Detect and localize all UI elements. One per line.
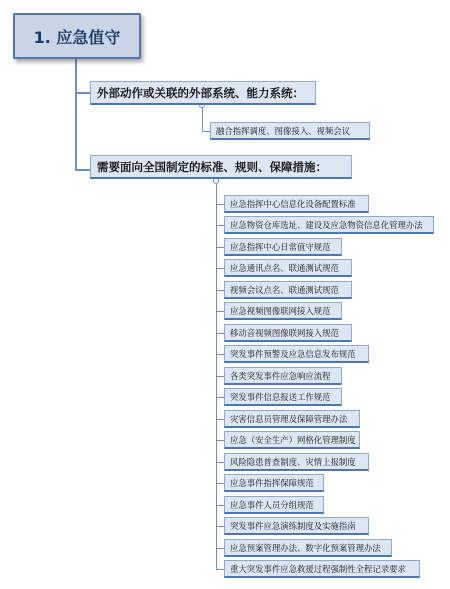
leaf-item[interactable] [210,122,370,140]
root-node[interactable] [13,13,141,59]
leaf-connector [216,397,224,398]
leaf-item[interactable] [224,324,352,342]
leaf-item[interactable] [224,560,420,578]
leaf-item[interactable] [224,539,392,557]
leaf-label: 应急通讯点名、联通测试规范 [230,262,339,273]
leaf-connector [216,462,224,463]
leaf-label: 应急指挥中心信息化设备配置标准 [230,198,356,209]
leaf-item[interactable] [224,367,342,385]
branch1-leaf-connector [202,131,210,132]
leaf-label: 应急事件人员分组规范 [230,499,314,510]
leaf-label: 突发事件预警及应急信息发布规范 [230,348,356,359]
leaf-item[interactable] [224,302,342,320]
leaf-connector [216,268,224,269]
root-connector [75,59,77,171]
leaf-connector [216,505,224,506]
leaf-item[interactable] [224,281,352,299]
leaf-connector [216,419,224,420]
leaf-item[interactable] [224,195,369,213]
leaf-label: 应急指挥中心日常值守规范 [230,241,331,252]
leaf-item[interactable] [224,431,360,449]
leaf-connector [216,440,224,441]
leaf-label: 移动音视频图像联网接入规范 [230,327,339,338]
branch1-leaf-trunk [202,106,203,132]
leaf-connector [216,311,224,312]
leaf-item[interactable] [224,216,434,234]
branch-label: 外部动作或关联的外部系统、能力系统： [97,85,304,100]
leaf-connector [216,247,224,248]
leaf-label: 应急物资仓库选址、建设及应急物资信息化管理办法 [230,219,423,230]
branch-label: 需要面向全国制定的标准、规则、保障措施： [97,159,327,174]
leaf-connector [216,376,224,377]
leaf-label: 应急（安全生产）网格化管理制度 [230,434,356,445]
root-title: 1. 应急值守 [33,27,121,47]
leaf-label: 突发事件信息报送工作规范 [230,391,331,402]
leaf-connector [216,548,224,549]
leaf-label: 风险隐患普查制度、灾情上报制度 [230,456,356,467]
leaf-label: 视频会议点名、联通测试规范 [230,284,339,295]
leaf-item[interactable] [224,259,352,277]
leaf-label: 应急视频图像联网接入规范 [230,305,331,316]
branch-national-standards[interactable] [90,155,352,179]
branch2-connector [75,169,91,171]
leaf-connector [216,225,224,226]
leaf-connector [216,526,224,527]
leaf-connector [216,483,224,484]
leaf-item[interactable] [224,345,369,363]
leaf-connector [216,354,224,355]
leaf-item[interactable] [224,410,360,428]
leaf-item[interactable] [224,238,342,256]
leaf-item[interactable] [224,453,369,471]
leaf-label: 灾害信息员管理及保障管理办法 [230,413,348,424]
leaf-label: 融合指挥调度、图像接入、视频会议 [216,125,350,136]
branch1-connector [75,92,91,94]
leaf-item[interactable] [224,517,369,535]
leaf-item[interactable] [224,496,324,514]
leaf-connector [216,290,224,291]
leaf-label: 突发事件应急演练制度及实施指南 [230,520,356,531]
leaf-label: 重大突发事件应急救援过程强制性全程记录要求 [230,563,406,574]
leaf-label: 应急事件指挥保障规范 [230,477,314,488]
leaf-label: 各类突发事件应急响应流程 [230,370,331,381]
branch-external-systems[interactable] [90,81,316,105]
leaf-connector [216,569,224,570]
leaf-item[interactable] [224,474,324,492]
leaf-connector [216,333,224,334]
leaf-label: 应急预案管理办法、数字化预案管理办法 [230,542,381,553]
leaf-item[interactable] [224,388,342,406]
leaf-connector [216,204,224,205]
